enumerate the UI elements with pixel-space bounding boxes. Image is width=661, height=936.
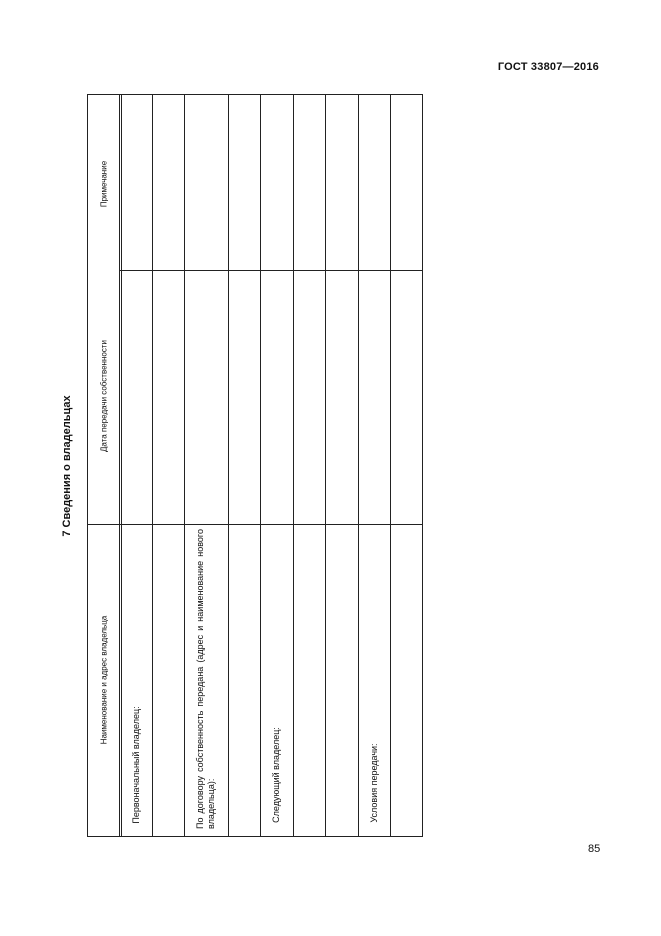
row-divider xyxy=(228,95,229,836)
row-transfer-conditions: Условия передачи: xyxy=(369,743,379,823)
row-divider xyxy=(184,95,185,836)
header-divider-double xyxy=(121,95,122,836)
page-number: 85 xyxy=(588,843,601,855)
row-divider xyxy=(358,95,359,836)
document-code: ГОСТ 33807—2016 xyxy=(497,61,599,73)
owners-table xyxy=(87,94,423,837)
row-divider xyxy=(293,95,294,836)
row-divider xyxy=(152,95,153,836)
column-header-owner: Наименование и адрес владельца xyxy=(99,615,109,745)
row-divider xyxy=(260,95,261,836)
row-next-owner: Следующий владелец: xyxy=(271,727,281,823)
row-divider xyxy=(325,95,326,836)
column-header-date: Дата передачи собственности xyxy=(99,340,109,452)
row-transfer-agreement: По договору собственность передана (адрес и наименование нового владельца): xyxy=(195,529,216,829)
section-title: 7 Сведения о владельцах xyxy=(61,395,73,537)
column-divider xyxy=(88,524,422,525)
row-divider xyxy=(390,95,391,836)
column-divider xyxy=(120,270,422,271)
column-header-note: Примечание xyxy=(99,160,109,208)
row-original-owner: Первоначальный владелец: xyxy=(131,706,141,824)
header-divider xyxy=(119,95,120,836)
